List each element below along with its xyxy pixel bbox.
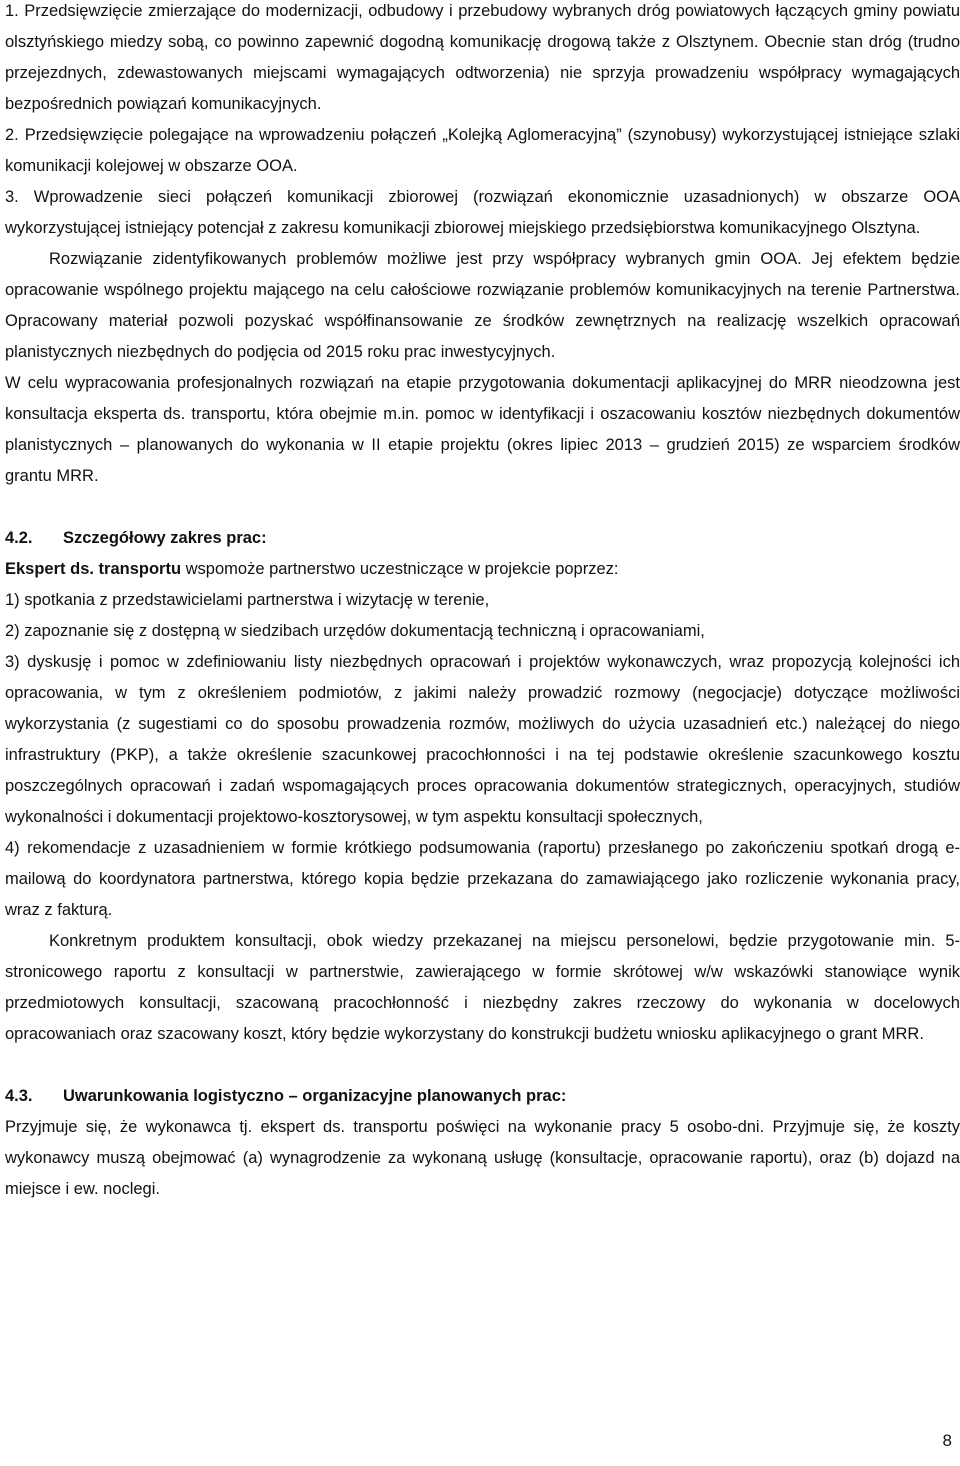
paragraph-product: Konkretnym produktem konsultacji, obok wiedzy przekazanej na miejscu personelowi, będzie przygotowanie min. 5-stronicowego raportu z konsultacji w partnerstwie, zawierającego w formie skrótowej w/w wskazówki stanowiące wynik przedmiotowych konsultacji, szacowaną pracochłonność i niezbędny zakres rzeczowy do wykonania w docelowych opracowaniach oraz szacowany koszt, który będzie wykorzystany do konstrukcji budżetu wniosku aplikacyjnego o grant MRR. [5,932,960,1043]
section-heading-4-3 [5,1081,960,1112]
section-number: 4.3. [5,1087,33,1105]
list-item-3: 3. Wprowadzenie sieci połączeń komunikacji zbiorowej (rozwiązań ekonomicznie uzasadnionych) w obszarze OOA wykorzystującej istniejący potencjał z zakresu komunikacji zbiorowej miejskiego przedsiębiorstwa komunikacyjnego Olsztyna. [5,188,960,237]
paragraph-solution: Rozwiązanie zidentyfikowanych problemów możliwe jest przy współpracy wybranych gmin OOA. Jej efektem będzie opracowanie wspólnego projektu mającego na celu całościowe rozwiązanie problemów komunikacyjnych na terenie Partnerstwa. Opracowany materiał pozwoli pozyskać współfinansowanie ze środków zewnętrznych na realizację wszelkich opracowań planistycznych niezbędnych do podjęcia od 2015 roku prac inwestycyjnych. [5,250,960,361]
section-title: Szczegółowy zakres prac: [63,529,267,547]
task-item-2: 2) zapoznanie się z dostępną w siedzibach urzędów dokumentacją techniczną i opracowaniami, [5,622,705,640]
section-title: Uwarunkowania logistyczno – organizacyjne planowanych prac: [63,1087,567,1105]
expert-text: wspomoże partnerstwo uczestniczące w projekcie poprzez: [181,560,619,578]
expert-label: Ekspert ds. transportu [5,560,182,578]
document-page [5,0,960,1205]
paragraph-goal: W celu wypracowania profesjonalnych rozwiązań na etapie przygotowania dokumentacji aplikacyjnej do MRR nieodzowna jest konsultacja eksperta ds. transportu, która obejmie m.in. pomoc w identyfikacji i oszacowaniu kosztów niezbędnych dokumentów planistycznych – planowanych do wykonania w II etapie projektu (okres lipiec 2013 – grudzień 2015) ze wsparciem środków grantu MRR. [5,374,960,485]
task-item-3: 3) dyskusję i pomoc w zdefiniowaniu listy niezbędnych opracowań i projektów wykonawczych, wraz propozycją kolejności ich opracowania, w tym z określeniem podmiotów, z jakimi należy prowadzić rozmowy (negocjacje) dotyczące możliwości wykorzystania (z sugestiami co do sposobu prowadzenia rozmów, możliwych do użycia uzasadnień etc.) należącej do niego infrastruktury (PKP), a także określenie szacunkowej pracochłonności i na tej podstawie określenie szacunkowego kosztu poszczególnych opracowań i zadań wspomagających proces opracowania dokumentów strategicznych, operacyjnych, studiów wykonalności i dokumentacji projektowo-kosztorysowej, w tym aspektu konsultacji społecznych, [5,653,960,826]
page-number: 8 [942,1431,952,1450]
task-item-4: 4) rekomendacje z uzasadnieniem w formie krótkiego podsumowania (raportu) przesłanego po zakończeniu spotkań drogą e-mailową do koordynatora partnerstwa, którego kopia będzie przekazana do zamawiającego jako rozliczenie wykonania pracy, wraz z fakturą. [5,839,960,919]
paragraph-logistics: Przyjmuje się, że wykonawca tj. ekspert ds. transportu poświęci na wykonanie pracy 5 osobo-dni. Przyjmuje się, że koszty wykonawcy muszą obejmować (a) wynagrodzenie za wykonaną usługę (konsultacje, opracowanie raportu), oraz (b) dojazd na miejsce i ew. noclegi. [5,1118,960,1198]
task-item-1: 1) spotkania z przedstawicielami partnerstwa i wizytację w terenie, [5,591,490,609]
section-heading-4-2 [5,523,960,554]
section-number: 4.2. [5,529,33,547]
paragraph-expert [5,554,960,585]
list-item-1: 1. Przedsięwzięcie zmierzające do modernizacji, odbudowy i przebudowy wybranych dróg powiatowych łączących gminy powiatu olsztyńskiego miedzy sobą, co powinno zapewnić dogodną komunikację drogową także z Olsztynem. Obecnie stan dróg (trudno przejezdnych, zdewastowanych miejscami wymagających odtworzenia) nie sprzyja prowadzeniu współpracy wymagających bezpośrednich powiązań komunikacyjnych. [5,2,960,113]
list-item-2: 2. Przedsięwzięcie polegające na wprowadzeniu połączeń „Kolejką Aglomeracyjną” (szynobusy) wykorzystującej istniejące szlaki komunikacji kolejowej w obszarze OOA. [5,126,960,175]
